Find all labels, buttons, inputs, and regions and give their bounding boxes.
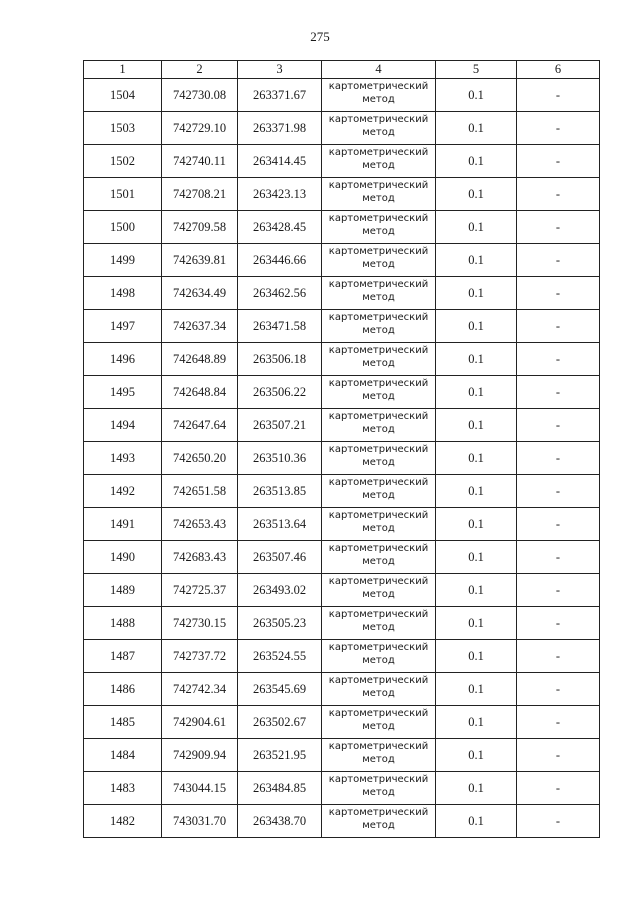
note-value: - [517,178,600,211]
x-coordinate: 742725.37 [162,574,238,607]
accuracy-value: 0.1 [436,145,517,178]
accuracy-value: 0.1 [436,112,517,145]
table-row [84,112,600,145]
method-line-1: картометрический [328,708,429,719]
note-value: - [517,442,600,475]
determination-method [322,376,436,409]
point-number: 1485 [84,706,162,739]
note-value: - [517,244,600,277]
y-coordinate: 263513.64 [238,508,322,541]
note-value: - [517,79,600,112]
method-line-2: метод [362,160,395,171]
method-line-1: картометрический [328,180,429,191]
point-number: 1501 [84,178,162,211]
method-line-2: метод [362,688,395,699]
x-coordinate: 742729.10 [162,112,238,145]
accuracy-value: 0.1 [436,244,517,277]
determination-method [322,244,436,277]
table-row [84,706,600,739]
method-line-1: картометрический [328,213,429,224]
y-coordinate: 263371.98 [238,112,322,145]
determination-method [322,739,436,772]
point-number: 1488 [84,607,162,640]
method-line-1: картометрический [328,114,429,125]
determination-method [322,607,436,640]
note-value: - [517,805,600,838]
table-row [84,310,600,343]
method-line-2: метод [362,193,395,204]
x-coordinate: 742737.72 [162,640,238,673]
y-coordinate: 263484.85 [238,772,322,805]
x-coordinate: 742730.08 [162,79,238,112]
point-number: 1490 [84,541,162,574]
determination-method [322,145,436,178]
point-number: 1487 [84,640,162,673]
point-number: 1497 [84,310,162,343]
method-line-1: картометрический [328,147,429,158]
accuracy-value: 0.1 [436,574,517,607]
determination-method [322,508,436,541]
method-line-1: картометрический [328,81,429,92]
accuracy-value: 0.1 [436,442,517,475]
y-coordinate: 263471.58 [238,310,322,343]
table-row [84,343,600,376]
note-value: - [517,475,600,508]
point-number: 1482 [84,805,162,838]
table-row [84,607,600,640]
note-value: - [517,640,600,673]
table-row [84,772,600,805]
point-number: 1494 [84,409,162,442]
table-row [84,475,600,508]
y-coordinate: 263506.22 [238,376,322,409]
y-coordinate: 263493.02 [238,574,322,607]
x-coordinate: 742648.84 [162,376,238,409]
table-row [84,640,600,673]
accuracy-value: 0.1 [436,376,517,409]
column-header-5: 5 [436,61,517,79]
page-number: 275 [310,29,330,44]
method-line-2: метод [362,325,395,336]
x-coordinate: 742651.58 [162,475,238,508]
point-number: 1503 [84,112,162,145]
x-coordinate: 742708.21 [162,178,238,211]
method-line-1: картометрический [328,675,429,686]
determination-method [322,442,436,475]
y-coordinate: 263510.36 [238,442,322,475]
method-line-2: метод [362,94,395,105]
point-number: 1495 [84,376,162,409]
point-number: 1483 [84,772,162,805]
method-line-2: метод [362,127,395,138]
note-value: - [517,376,600,409]
determination-method [322,574,436,607]
table-row [84,739,600,772]
determination-method [322,343,436,376]
determination-method [322,805,436,838]
accuracy-value: 0.1 [436,772,517,805]
method-line-2: метод [362,721,395,732]
note-value: - [517,673,600,706]
method-line-1: картометрический [328,741,429,752]
accuracy-value: 0.1 [436,310,517,343]
y-coordinate: 263507.21 [238,409,322,442]
table-row [84,277,600,310]
accuracy-value: 0.1 [436,673,517,706]
table-row [84,376,600,409]
method-line-2: метод [362,523,395,534]
column-header-3: 3 [238,61,322,79]
note-value: - [517,277,600,310]
accuracy-value: 0.1 [436,343,517,376]
method-line-1: картометрический [328,345,429,356]
note-value: - [517,310,600,343]
determination-method [322,178,436,211]
y-coordinate: 263521.95 [238,739,322,772]
method-line-1: картометрический [328,609,429,620]
method-line-2: метод [362,820,395,831]
x-coordinate: 742650.20 [162,442,238,475]
method-line-1: картометрический [328,312,429,323]
determination-method [322,673,436,706]
accuracy-value: 0.1 [436,706,517,739]
y-coordinate: 263462.56 [238,277,322,310]
method-line-2: метод [362,259,395,270]
accuracy-value: 0.1 [436,277,517,310]
method-line-1: картометрический [328,510,429,521]
y-coordinate: 263524.55 [238,640,322,673]
x-coordinate: 742909.94 [162,739,238,772]
note-value: - [517,211,600,244]
accuracy-value: 0.1 [436,409,517,442]
y-coordinate: 263505.23 [238,607,322,640]
coordinates-table [83,60,600,838]
determination-method [322,79,436,112]
method-line-1: картометрический [328,642,429,653]
y-coordinate: 263428.45 [238,211,322,244]
method-line-2: метод [362,226,395,237]
x-coordinate: 742730.15 [162,607,238,640]
y-coordinate: 263513.85 [238,475,322,508]
note-value: - [517,607,600,640]
point-number: 1504 [84,79,162,112]
table-row [84,145,600,178]
point-number: 1492 [84,475,162,508]
note-value: - [517,739,600,772]
method-line-1: картометрический [328,477,429,488]
point-number: 1486 [84,673,162,706]
determination-method [322,112,436,145]
determination-method [322,211,436,244]
method-line-1: картометрический [328,378,429,389]
column-header-1: 1 [84,61,162,79]
note-value: - [517,343,600,376]
method-line-1: картометрический [328,807,429,818]
accuracy-value: 0.1 [436,475,517,508]
note-value: - [517,574,600,607]
point-number: 1493 [84,442,162,475]
method-line-2: метод [362,292,395,303]
method-line-1: картометрический [328,279,429,290]
method-line-1: картометрический [328,411,429,422]
table-row [84,574,600,607]
method-line-2: метод [362,622,395,633]
note-value: - [517,409,600,442]
y-coordinate: 263545.69 [238,673,322,706]
table-row [84,541,600,574]
determination-method [322,772,436,805]
table-row [84,79,600,112]
method-line-2: метод [362,358,395,369]
point-number: 1489 [84,574,162,607]
accuracy-value: 0.1 [436,211,517,244]
x-coordinate: 742683.43 [162,541,238,574]
y-coordinate: 263371.67 [238,79,322,112]
table-row [84,409,600,442]
accuracy-value: 0.1 [436,79,517,112]
table-row [84,211,600,244]
table-row [84,508,600,541]
determination-method [322,640,436,673]
x-coordinate: 742742.34 [162,673,238,706]
table-row [84,244,600,277]
x-coordinate: 742740.11 [162,145,238,178]
x-coordinate: 742709.58 [162,211,238,244]
point-number: 1484 [84,739,162,772]
y-coordinate: 263423.13 [238,178,322,211]
determination-method [322,475,436,508]
method-line-2: метод [362,787,395,798]
accuracy-value: 0.1 [436,541,517,574]
method-line-2: метод [362,655,395,666]
accuracy-value: 0.1 [436,508,517,541]
method-line-2: метод [362,754,395,765]
method-line-1: картометрический [328,444,429,455]
method-line-1: картометрический [328,576,429,587]
column-header-6: 6 [517,61,600,79]
table-header [84,61,600,79]
point-number: 1502 [84,145,162,178]
method-line-1: картометрический [328,774,429,785]
determination-method [322,541,436,574]
x-coordinate: 743031.70 [162,805,238,838]
x-coordinate: 742653.43 [162,508,238,541]
point-number: 1491 [84,508,162,541]
method-line-2: метод [362,424,395,435]
note-value: - [517,112,600,145]
method-line-2: метод [362,589,395,600]
method-line-2: метод [362,490,395,501]
y-coordinate: 263438.70 [238,805,322,838]
x-coordinate: 742639.81 [162,244,238,277]
accuracy-value: 0.1 [436,805,517,838]
column-header-4: 4 [322,61,436,79]
x-coordinate: 742634.49 [162,277,238,310]
accuracy-value: 0.1 [436,739,517,772]
method-line-1: картометрический [328,543,429,554]
method-line-2: метод [362,457,395,468]
table-row [84,442,600,475]
determination-method [322,277,436,310]
x-coordinate: 742904.61 [162,706,238,739]
x-coordinate: 742648.89 [162,343,238,376]
point-number: 1496 [84,343,162,376]
point-number: 1499 [84,244,162,277]
accuracy-value: 0.1 [436,607,517,640]
header-row [84,61,600,79]
table-row [84,673,600,706]
x-coordinate: 743044.15 [162,772,238,805]
table-body [84,79,600,838]
y-coordinate: 263506.18 [238,343,322,376]
table-row [84,178,600,211]
determination-method [322,409,436,442]
method-line-1: картометрический [328,246,429,257]
method-line-2: метод [362,391,395,402]
y-coordinate: 263502.67 [238,706,322,739]
note-value: - [517,541,600,574]
column-header-2: 2 [162,61,238,79]
point-number: 1498 [84,277,162,310]
method-line-2: метод [362,556,395,567]
point-number: 1500 [84,211,162,244]
note-value: - [517,508,600,541]
y-coordinate: 263414.45 [238,145,322,178]
determination-method [322,706,436,739]
accuracy-value: 0.1 [436,640,517,673]
y-coordinate: 263446.66 [238,244,322,277]
y-coordinate: 263507.46 [238,541,322,574]
x-coordinate: 742637.34 [162,310,238,343]
table-row [84,805,600,838]
note-value: - [517,772,600,805]
note-value: - [517,145,600,178]
x-coordinate: 742647.64 [162,409,238,442]
accuracy-value: 0.1 [436,178,517,211]
determination-method [322,310,436,343]
note-value: - [517,706,600,739]
